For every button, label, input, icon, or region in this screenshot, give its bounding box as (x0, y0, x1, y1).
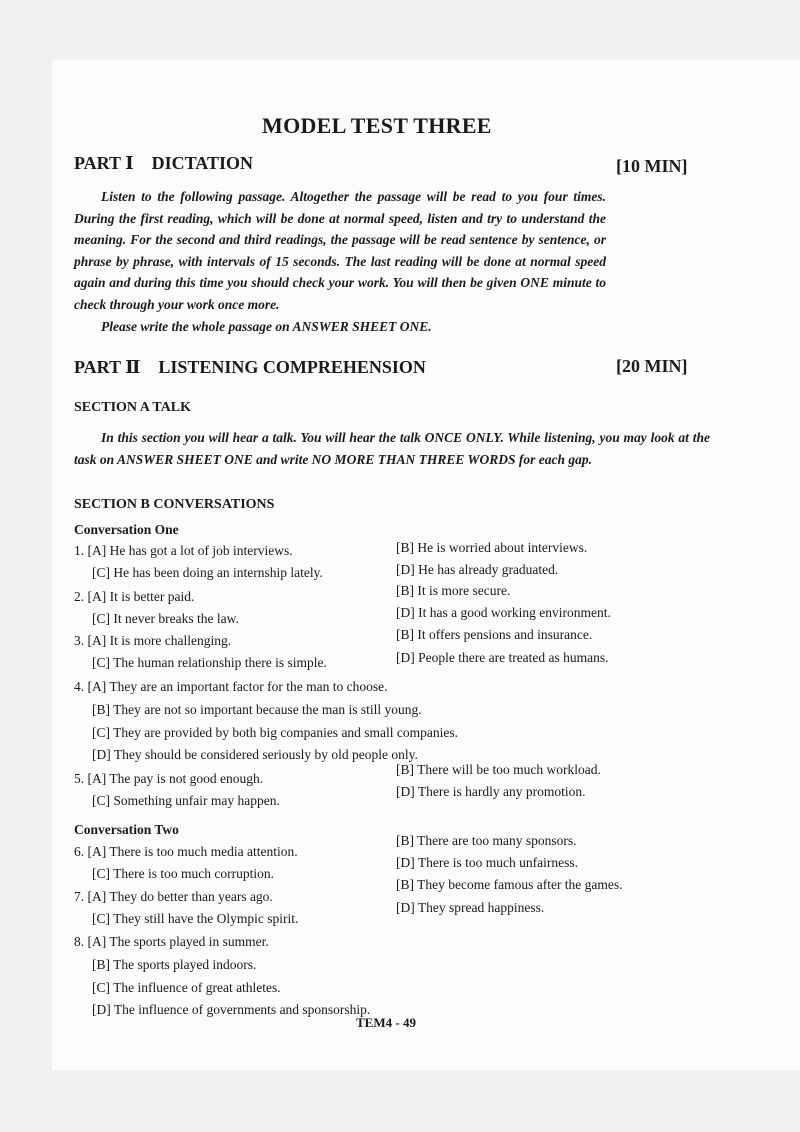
option-text: [A] He has got a lot of job interviews. (87, 543, 293, 558)
question-number: 2. (74, 589, 85, 604)
question-number: 7. (74, 889, 85, 904)
option-text: [A] It is more challenging. (87, 633, 232, 648)
question-1-option-b[interactable]: [B] He is worried about interviews. (396, 540, 588, 555)
option-text: [A] The pay is not good enough. (87, 771, 264, 786)
question-number: 1. (74, 543, 85, 558)
option-text: [A] It is better paid. (87, 589, 195, 604)
question-6-option-a[interactable] (74, 844, 298, 860)
question-5-option-a[interactable] (74, 771, 263, 787)
question-8-option-b[interactable]: [B] The sports played indoors. (92, 957, 257, 972)
question-6-option-b[interactable]: [B] There are too many sponsors. (396, 833, 577, 848)
question-3-option-c[interactable]: [C] The human relationship there is simple. (92, 655, 327, 670)
question-7-option-d[interactable]: [D] They spread happiness. (396, 900, 545, 915)
part1-instructions-text: Listen to the following passage. Altogether the passage will be read to you four times. During the first reading, which will be done at normal speed, listen and try to understand the meaning. For the second and third readings, the passage will be read sentence by sentence, or phrase by phrase, with intervals of 15 seconds. The last reading will be done at normal speed again and during this time you should check your work. You will then be given ONE minute to check through your work once more. (74, 189, 606, 312)
question-7-option-a[interactable] (74, 889, 273, 905)
question-number: 4. (74, 679, 85, 694)
option-text: [A] The sports played in summer. (87, 934, 269, 949)
part1-label: PART Ⅰ (74, 153, 134, 173)
question-1-option-d[interactable]: [D] He has already graduated. (396, 562, 559, 577)
page-footer: TEM4 - 49 (356, 1015, 416, 1030)
question-number: 3. (74, 633, 85, 648)
option-text: [A] They are an important factor for the man to choose. (87, 679, 388, 694)
question-6-option-c[interactable]: [C] There is too much corruption. (92, 866, 274, 881)
section-a-title: SECTION A TALK (74, 400, 191, 415)
question-5-option-b[interactable]: [B] There will be too much workload. (396, 762, 601, 777)
section-b-title: SECTION B CONVERSATIONS (74, 497, 275, 512)
question-8-option-c[interactable]: [C] The influence of great athletes. (92, 980, 281, 995)
question-2-option-d[interactable]: [D] It has a good working environment. (396, 605, 611, 620)
section-a-instructions (74, 427, 710, 470)
part2-heading (74, 357, 426, 378)
question-3-option-b[interactable]: [B] It offers pensions and insurance. (396, 627, 593, 642)
question-2-option-a[interactable] (74, 589, 194, 605)
question-6-option-d[interactable]: [D] There is too much unfairness. (396, 855, 578, 870)
part1-heading (74, 153, 253, 174)
test-title: MODEL TEST THREE (262, 113, 492, 138)
question-number: 8. (74, 934, 85, 949)
part2-name: LISTENING COMPREHENSION (158, 357, 426, 377)
option-text: [A] There is too much media attention. (87, 844, 298, 859)
question-4-option-a[interactable] (74, 679, 388, 695)
question-5-option-c[interactable]: [C] Something unfair may happen. (92, 793, 280, 808)
question-2-option-c[interactable]: [C] It never breaks the law. (92, 611, 239, 626)
question-4-option-c[interactable]: [C] They are provided by both big companies and small companies. (92, 725, 459, 740)
question-7-option-b[interactable]: [B] They become famous after the games. (396, 877, 623, 892)
part1-name: DICTATION (151, 153, 253, 173)
question-1-option-a[interactable] (74, 543, 293, 559)
conversation-two-heading: Conversation Two (74, 822, 179, 837)
option-text: [A] They do better than years ago. (87, 889, 273, 904)
part2-label: PART Ⅱ (74, 357, 141, 377)
section-a-instructions-text: In this section you will hear a talk. You will hear the talk ONCE ONLY. While listening, you may look at the task on ANSWER SHEET ONE and write NO MORE THAN THREE WORDS for each gap. (74, 430, 710, 467)
part1-instructions-text-2: Please write the whole passage on ANSWER SHEET ONE. (101, 318, 432, 334)
part1-instructions (74, 186, 606, 337)
question-8-option-a[interactable] (74, 934, 269, 950)
question-5-option-d[interactable]: [D] There is hardly any promotion. (396, 784, 586, 799)
question-7-option-c[interactable]: [C] They still have the Olympic spirit. (92, 911, 299, 926)
question-3-option-d[interactable]: [D] People there are treated as humans. (396, 650, 609, 665)
question-8-option-d[interactable]: [D] The influence of governments and sponsorship. (92, 1002, 371, 1017)
question-number: 6. (74, 844, 85, 859)
question-number: 5. (74, 771, 85, 786)
conversation-one-heading: Conversation One (74, 522, 179, 537)
question-2-option-b[interactable]: [B] It is more secure. (396, 583, 511, 598)
part2-time: [20 MIN] (616, 356, 688, 376)
question-4-option-b[interactable]: [B] They are not so important because the man is still young. (92, 702, 422, 717)
part1-time: [10 MIN] (616, 156, 688, 176)
question-4-option-d[interactable]: [D] They should be considered seriously by old people only. (92, 747, 418, 762)
question-1-option-c[interactable]: [C] He has been doing an internship lately. (92, 565, 323, 580)
question-3-option-a[interactable] (74, 633, 231, 649)
